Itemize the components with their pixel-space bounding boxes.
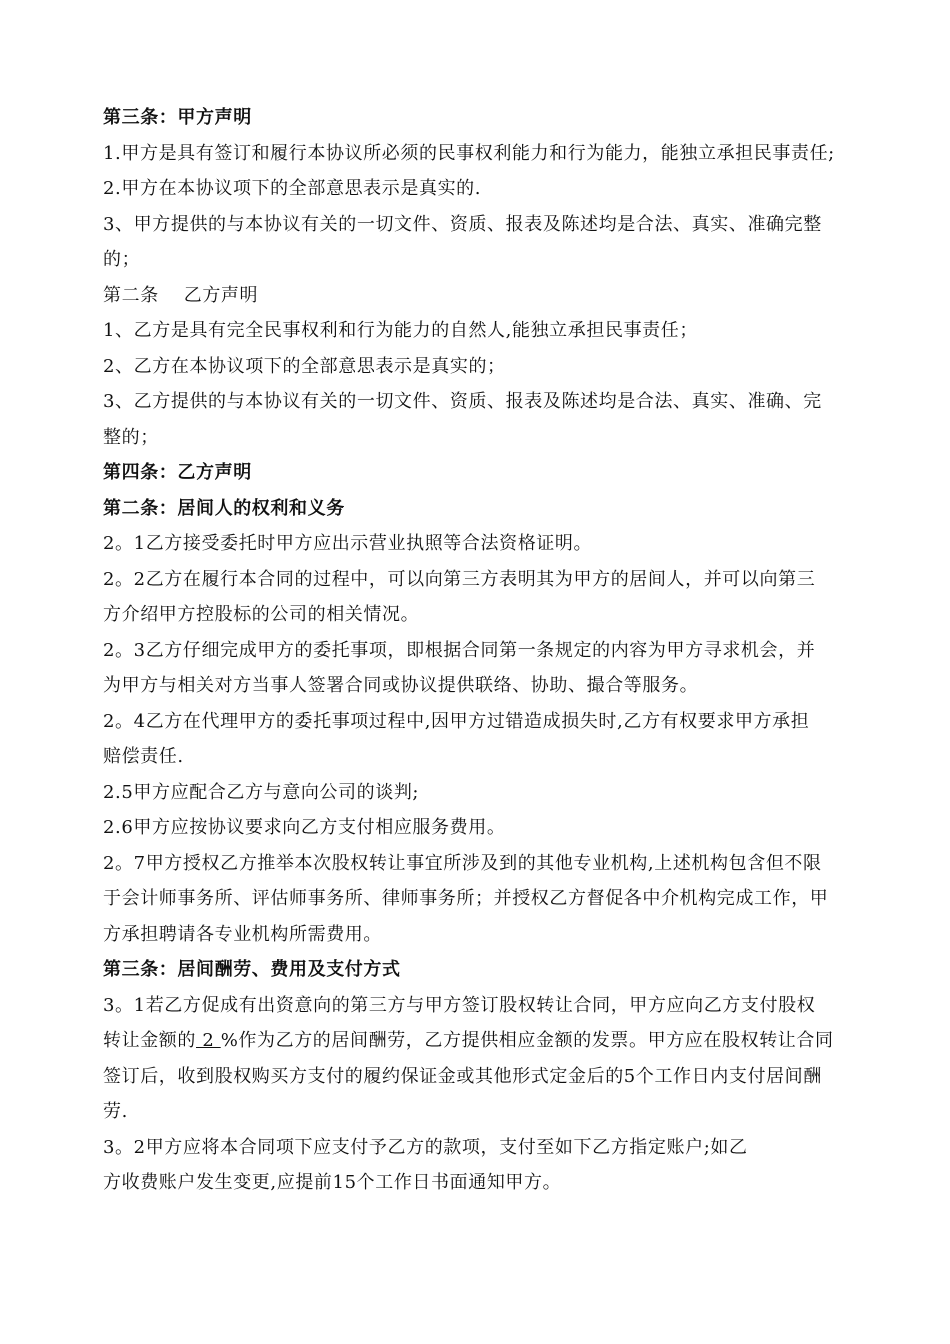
- text-line: [103, 420, 858, 456]
- line-text: 2、乙方在本协议项下的全部意思表示是真实的；: [103, 355, 506, 377]
- text-line: [103, 384, 858, 420]
- document-body: [103, 100, 858, 1201]
- line-text-continued: %作为乙方的居间酬劳，乙方提供相应金额的发票。甲方应在股权转让合同: [220, 1030, 834, 1051]
- line-text: 2。3乙方仔细完成甲方的委托事项，即根据合同第一条规定的内容为甲方寻求机会，并: [103, 639, 816, 661]
- text-line: [103, 917, 858, 953]
- text-line: [103, 1059, 858, 1095]
- text-line: [103, 1023, 858, 1059]
- line-text: 签订后，收到股权购买方支付的履约保证金或其他形式定金后的5个工作日内支付居间酬: [103, 1065, 822, 1087]
- text-line: [103, 562, 858, 598]
- line-text: 第四条：乙方声明: [103, 462, 252, 483]
- text-line: [103, 136, 858, 172]
- text-line: [103, 313, 858, 349]
- line-text: 方收费账户发生变更,应提前15个工作日书面通知甲方。: [103, 1172, 562, 1193]
- line-text: 3、甲方提供的与本协议有关的一切文件、资质、报表及陈述均是合法、真实、准确完整: [103, 213, 822, 235]
- section-heading: [103, 455, 858, 491]
- text-line: [103, 242, 858, 278]
- text-line: [103, 597, 858, 633]
- line-text: 2。4乙方在代理甲方的委托事项过程中,因甲方过错造成损失时,乙方有权要求甲方承担: [103, 710, 810, 732]
- line-text: 3。2甲方应将本合同项下应支付予乙方的款项，支付至如下乙方指定账户;如乙: [103, 1136, 748, 1158]
- text-line: [103, 988, 858, 1024]
- line-text: 第三条：甲方声明: [103, 107, 252, 128]
- text-line: [103, 633, 858, 669]
- line-text: 1、乙方是具有完全民事权利和行为能力的自然人,能独立承担民事责任；: [103, 320, 698, 341]
- text-line: [103, 207, 858, 243]
- line-text: 第二条：居间人的权利和义务: [103, 497, 345, 519]
- text-line: [103, 775, 858, 811]
- line-text: 为甲方与相关对方当事人签署合同或协议提供联络、协助、撮合等服务。: [103, 675, 699, 696]
- line-text: 第三条：居间酬劳、费用及支付方式: [103, 959, 401, 980]
- text-line: [103, 278, 858, 314]
- line-text: 于会计师事务所、评估师事务所、律师事务所；并授权乙方督促各中介机构完成工作，甲: [103, 888, 829, 909]
- text-line: [103, 846, 858, 882]
- line-text: 1.甲方是具有签订和履行本协议所必须的民事权利能力和行为能力，能独立承担民事责任;: [103, 142, 835, 164]
- line-text: 的；: [103, 249, 141, 270]
- line-text: 整的；: [103, 426, 159, 448]
- text-line: [103, 1165, 858, 1201]
- line-text: 2。1乙方接受委托时甲方应出示营业执照等合法资格证明。: [103, 533, 593, 554]
- line-text: 转让金额的: [103, 1030, 196, 1051]
- line-text: 赔偿责任.: [103, 746, 184, 767]
- text-line: [103, 171, 858, 207]
- fill-in-value: 2: [196, 1030, 221, 1051]
- text-line: [103, 526, 858, 562]
- text-line: [103, 810, 858, 846]
- line-text: 2。7甲方授权乙方推举本次股权转让事宜所涉及到的其他专业机构,上述机构包含但不限: [103, 852, 822, 874]
- line-text: 2.6甲方应按协议要求向乙方支付相应服务费用。: [103, 817, 506, 838]
- line-text: 劳.: [103, 1101, 128, 1122]
- line-text: 方介绍甲方控股标的公司的相关情况。: [103, 604, 420, 625]
- text-line: [103, 704, 858, 740]
- text-line: [103, 668, 858, 704]
- line-text: 2.5甲方应配合乙方与意向公司的谈判;: [103, 781, 420, 803]
- section-heading: [103, 952, 858, 988]
- line-text: 3。1若乙方促成有出资意向的第三方与甲方签订股权转让合同，甲方应向乙方支付股权: [103, 994, 816, 1016]
- line-text: 方承担聘请各专业机构所需费用。: [103, 923, 382, 945]
- section-heading: [103, 100, 858, 136]
- line-text: 2.甲方在本协议项下的全部意思表示是真实的.: [103, 178, 482, 199]
- text-line: [103, 739, 858, 775]
- text-line: [103, 881, 858, 917]
- line-text: 第二条 乙方声明: [103, 284, 259, 306]
- text-line: [103, 1094, 858, 1130]
- text-line: [103, 1130, 858, 1166]
- line-text: 2。2乙方在履行本合同的过程中，可以向第三方表明其为甲方的居间人，并可以向第三: [103, 568, 816, 590]
- section-heading: [103, 491, 858, 527]
- text-line: [103, 349, 858, 385]
- line-text: 3、乙方提供的与本协议有关的一切文件、资质、报表及陈述均是合法、真实、准确、完: [103, 391, 822, 412]
